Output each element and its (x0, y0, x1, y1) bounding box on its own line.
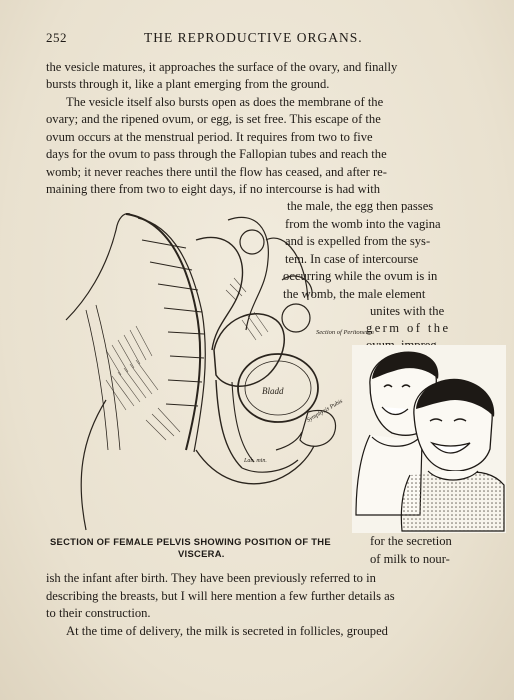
boys-illustration (350, 345, 508, 535)
symphysis-label: Symphysis Pubis (306, 398, 344, 424)
wrap-line: and is expelled from the sys- (285, 234, 431, 248)
body-line: womb; it never reaches there until the flow has ceased, and after re- (46, 165, 387, 179)
figure-caption-continued: VISCERA. (178, 548, 225, 559)
body-line: At the time of delivery, the milk is secreted in follicles, grouped (66, 624, 388, 638)
wrap-line: occurring while the ovum is in (283, 269, 438, 283)
body-line: The vesicle itself also bursts open as does the membrane of the (66, 95, 384, 109)
body-line: to their construction. (46, 606, 151, 620)
wrap-line: tem. In case of intercourse (285, 252, 419, 266)
wrap-line: germ of the (366, 321, 451, 335)
figure-caption: SECTION OF FEMALE PELVIS SHOWING POSITION OF THE (50, 536, 331, 547)
body-line: the vesicle matures, it approaches the surface of the ovary, and finally (46, 60, 398, 74)
body-line: ovary; and the ripened ovum, or egg, is set free. This escape of the (46, 112, 381, 126)
labium-label: Lab. min. (244, 458, 267, 464)
body-line: describing the breasts, but I will here mention a few further details as (46, 589, 395, 603)
wrap-line: from the womb into the vagina (285, 217, 441, 231)
wrap-line: the male, the egg then passes (287, 199, 434, 213)
bladder-label: Bladd (262, 386, 284, 396)
back-contour (66, 214, 130, 320)
peritoneum-label: Section of Peritoneum (316, 329, 374, 336)
body-line: ish the infant after birth. They have been previously referred to in (46, 571, 376, 585)
body-line: maining there from two to eight days, if no intercourse is had with (46, 182, 381, 196)
thigh-contour (81, 400, 106, 530)
running-head: THE REPRODUCTIVE ORGANS. (144, 30, 363, 45)
body-line: ovum occurs at the menstrual period. It requires from two to five (46, 130, 373, 144)
body-line: days for the ovum to pass through the Fallopian tubes and reach the (46, 147, 387, 161)
wrap-line: for the secretion (370, 534, 452, 548)
page-number: 252 (46, 30, 67, 45)
wrap-line: of milk to nour- (370, 552, 450, 566)
body-line: bursts through it, like a plant emerging from the ground. (46, 77, 330, 91)
page-header (46, 30, 466, 48)
wrap-line: the womb, the male element (283, 287, 426, 301)
wrap-line: unites with the (370, 304, 445, 318)
